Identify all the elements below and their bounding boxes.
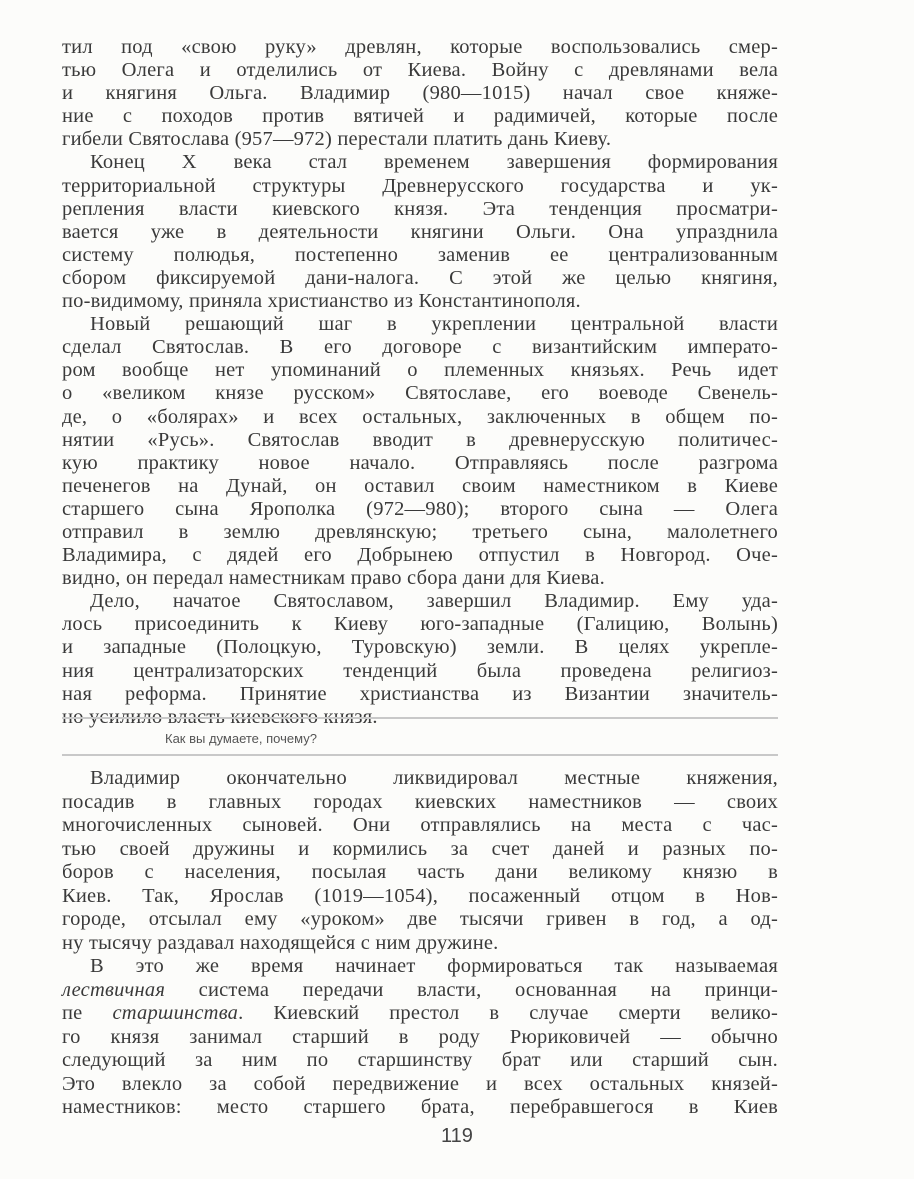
- text-line: посадив в главных городах киевских наместников — своих: [62, 790, 778, 813]
- text-line: лось присоединить к Киеву юго-западные (Галицию, Волынь): [62, 613, 778, 636]
- text-line: гибели Святослава (957—972) перестали платить дань Киеву.: [62, 128, 612, 151]
- text-line: ния централизаторских тенденций была проведена религиоз-: [62, 659, 778, 682]
- text-line: го князя занимал старший в роду Рюриковичей — обычно: [62, 1025, 778, 1048]
- text-line: но усилило власть киевского князя.: [62, 705, 378, 728]
- text-line: де, о «болярах» и всех остальных, заключенных в общем по-: [62, 405, 778, 428]
- italic-term: старшинства: [112, 1002, 239, 1024]
- text-line: кую практику новое начало. Отправляясь после разгрома: [62, 451, 778, 474]
- text-line: репления власти киевского князя. Эта тенденция просматри-: [62, 197, 778, 220]
- text-line: [62, 1002, 778, 1026]
- text-line: Конец X века стал временем завершения формирования: [90, 151, 778, 174]
- divider-top: [62, 717, 778, 719]
- text-line: и княгиня Ольга. Владимир (980—1015) начал свое княже-: [62, 82, 778, 105]
- paragraph: [62, 36, 778, 151]
- text-span: система передачи власти, основанная на принци-: [165, 978, 778, 1001]
- text-line: городе, отсылал ему «уроком» две тысячи гривен в год, а од-: [62, 908, 778, 930]
- question-prompt: Как вы думаете, почему?: [165, 731, 317, 746]
- text-line: ром вообще нет упоминаний о племенных князьях. Речь идет: [62, 359, 778, 382]
- text-line: тью Олега и отделились от Киева. Войну с древлянами вела: [62, 59, 778, 82]
- text-line: боров с населения, посылая часть дани великому князю в: [62, 861, 778, 883]
- text-line: систему полюдья, постепенно заменив ее централизованным: [62, 243, 778, 266]
- text-line: тил под «свою руку» древлян, которые воспользовались смер-: [62, 36, 778, 58]
- text-line: тью своей дружины и кормились за счет даней и разных по-: [62, 837, 778, 860]
- paragraph: [62, 313, 778, 590]
- divider-bottom: [62, 754, 778, 756]
- text-line: о «великом князе русском» Святославе, его воеводе Свенель-: [62, 382, 778, 405]
- text-line: следующий за ним по старшинству брат или старший сын.: [62, 1049, 778, 1071]
- paragraph: [62, 767, 778, 955]
- text-line: нятии «Русь». Святослав вводит в древнерусскую политичес-: [62, 428, 778, 451]
- text-line: видно, он передал наместникам право сбора дани для Киева.: [62, 567, 605, 590]
- text-line: В это же время начинает формироваться так называемая: [90, 955, 778, 977]
- text-line: Владимира, с дядей его Добрынею отпустил в Новгород. Оче-: [62, 544, 778, 567]
- text-line: наместников: место старшего брата, перебравшегося в Киев: [62, 1096, 778, 1118]
- text-line: и западные (Полоцкую, Туровскую) земли. В целях укрепле-: [62, 636, 778, 659]
- text-block-bottom: [62, 767, 778, 1120]
- text-line: ная реформа. Принятие христианства из Византии значитель-: [62, 682, 778, 705]
- text-line: старшего сына Ярополка (972—980); второго сына — Олега: [62, 497, 778, 520]
- text-line: отправил в землю древлянскую; третьего сына, малолетнего: [62, 520, 778, 543]
- text-span: . Киевский престол в случае смерти велико-: [238, 1002, 779, 1024]
- text-line: Дело, начатое Святославом, завершил Владимир. Ему уда-: [90, 590, 778, 613]
- paragraph: [62, 151, 778, 313]
- text-line: сделал Святослав. В его договоре с византийским императо-: [62, 336, 778, 359]
- paragraph: [62, 590, 778, 729]
- text-line: Киев. Так, Ярослав (1019—1054), посаженный отцом в Нов-: [62, 884, 778, 907]
- text-line: Новый решающий шаг в укреплении центральной власти: [90, 313, 778, 336]
- text-line: по-видимому, приняла христианство из Константинополя.: [62, 290, 581, 313]
- text-span: пе: [62, 1002, 113, 1024]
- text-block-top: [62, 36, 778, 729]
- italic-term: лествичная: [62, 978, 166, 1001]
- text-line: вается уже в деятельности княгини Ольги. Она упразднила: [62, 220, 778, 243]
- text-line: печенегов на Дунай, он оставил своим наместником в Киеве: [62, 474, 778, 497]
- text-line: Это влекло за собой передвижение и всех остальных князей-: [62, 1072, 778, 1095]
- text-line: сбором фиксируемой дани-налога. С этой же целью княгиня,: [62, 266, 778, 289]
- text-line: ну тысячу раздавал находящейся с ним дружине.: [62, 931, 499, 954]
- text-line: территориальной структуры Древнерусского государства и ук-: [62, 174, 778, 197]
- text-line: [62, 979, 778, 1003]
- paragraph: [62, 955, 778, 1120]
- text-line: Владимир окончательно ликвидировал местные княжения,: [90, 767, 778, 789]
- text-line: многочисленных сыновей. Они отправлялись на места с час-: [62, 814, 778, 836]
- text-line: ние с походов против вятичей и радимичей, которые после: [62, 105, 778, 128]
- page-number: 119: [441, 1125, 473, 1147]
